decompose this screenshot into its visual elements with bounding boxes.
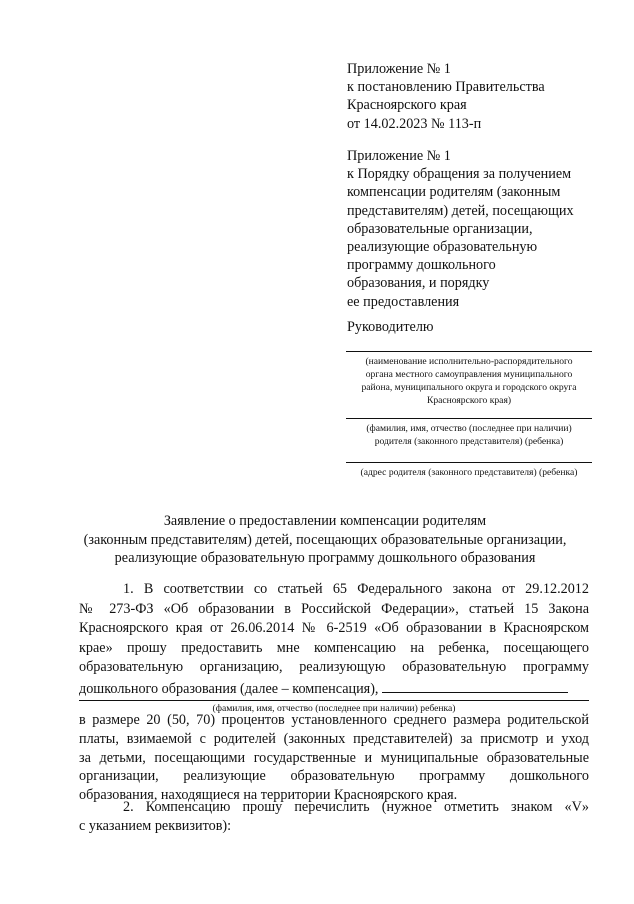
field-hint: органа местного самоуправления муниципального [365, 369, 573, 380]
parent-address-field[interactable] [346, 462, 592, 479]
paragraph-1 [79, 580, 589, 700]
appendix-line: ее предоставления [347, 293, 460, 310]
paragraph-2 [79, 798, 589, 836]
appendix-line: представителям) детей, посещающих [347, 202, 574, 219]
paragraph-1-continued [79, 711, 589, 805]
appendix-line: образовательные организации, [347, 220, 533, 237]
field-hint: родителя (законного представителя) (ребенка) [374, 436, 564, 447]
appendix-line: реализующие образовательную [347, 239, 538, 256]
paragraph-line: 1. В соответствии со статьей 65 Федерального закона от 29.12.2012 [123, 581, 589, 597]
fill-in-line [346, 462, 592, 463]
field-hint: района, муниципального округа и городского округа [361, 382, 577, 393]
paragraph-line: 2. Компенсацию прошу перечислить (нужное отметить знаком «V» [123, 799, 589, 815]
field-hint: (фамилия, имя, отчество (последнее при наличии) ребенка) [212, 703, 456, 714]
application-title [60, 512, 590, 568]
field-hint: (адрес родителя (законного представителя) (ребенка) [360, 467, 578, 478]
organ-name-field[interactable] [346, 351, 592, 407]
appendix-line: Приложение № 1 [347, 148, 451, 164]
fill-in-line [346, 418, 592, 419]
paragraph-line: за детьми, посещающими государственные и муниципальные образовательные [79, 749, 589, 766]
paragraph-line: № 273-ФЗ «Об образовании в Российской Федерации», статьей 15 Закона [79, 600, 589, 617]
title-line: (законным представителям) детей, посещающих образовательные организации, [83, 531, 567, 548]
parent-name-field[interactable] [346, 418, 592, 448]
fill-in-line [346, 351, 592, 352]
title-line: реализующие образовательную программу дошкольного образования [114, 550, 536, 566]
field-hint: Красноярского края) [426, 395, 512, 406]
appendix-line: Красноярского края [347, 97, 467, 114]
appendix-line: программу дошкольного [347, 257, 496, 274]
paragraph-line: платы, взимаемой с родителей (законных представителей) за присмотр и уход [79, 730, 589, 747]
appendix-line: компенсации родителям (законным [347, 184, 561, 201]
compensation-blank-field[interactable] [382, 678, 568, 693]
paragraph-line: организации, реализующие образовательную программу дошкольного [79, 768, 589, 785]
paragraph-line-with-blank [79, 678, 589, 700]
appendix-header-procedure [347, 147, 617, 311]
fill-in-line [79, 700, 589, 701]
appendix-line: Приложение № 1 [347, 61, 451, 77]
paragraph-line: в размере 20 (50, 70) процентов установленного среднего размера родительской [79, 712, 589, 728]
appendix-line: к Порядку обращения за получением [347, 166, 572, 183]
appendix-line: от 14.02.2023 № 113-п [347, 115, 482, 132]
paragraph-line: образовательную организацию, реализующую образовательную программу [79, 659, 589, 676]
paragraph-line: дошкольного образования (далее – компенсация), [79, 680, 379, 697]
appendix-line: к постановлению Правительства [347, 79, 545, 96]
title-line: Заявление о предоставлении компенсации родителям [163, 513, 487, 529]
field-hint: (фамилия, имя, отчество (последнее при наличии) [366, 423, 572, 434]
addressee-label: Руководителю [347, 319, 434, 335]
paragraph-line: Красноярского края от 26.06.2014 № 6-2519 «Об образовании в Красноярском [79, 620, 589, 637]
paragraph-line: крае» прошу предоставить мне компенсацию на ребенка, посещающего [79, 639, 589, 656]
appendix-line: образования, и порядку [347, 275, 490, 292]
field-hint: (наименование исполнительно-распорядительного [365, 356, 573, 367]
paragraph-line: с указанием реквизитов): [79, 817, 232, 834]
paragraph-line: образования, находящиеся на территории Красноярского края. [79, 787, 458, 804]
appendix-header-government-resolution [347, 60, 617, 133]
